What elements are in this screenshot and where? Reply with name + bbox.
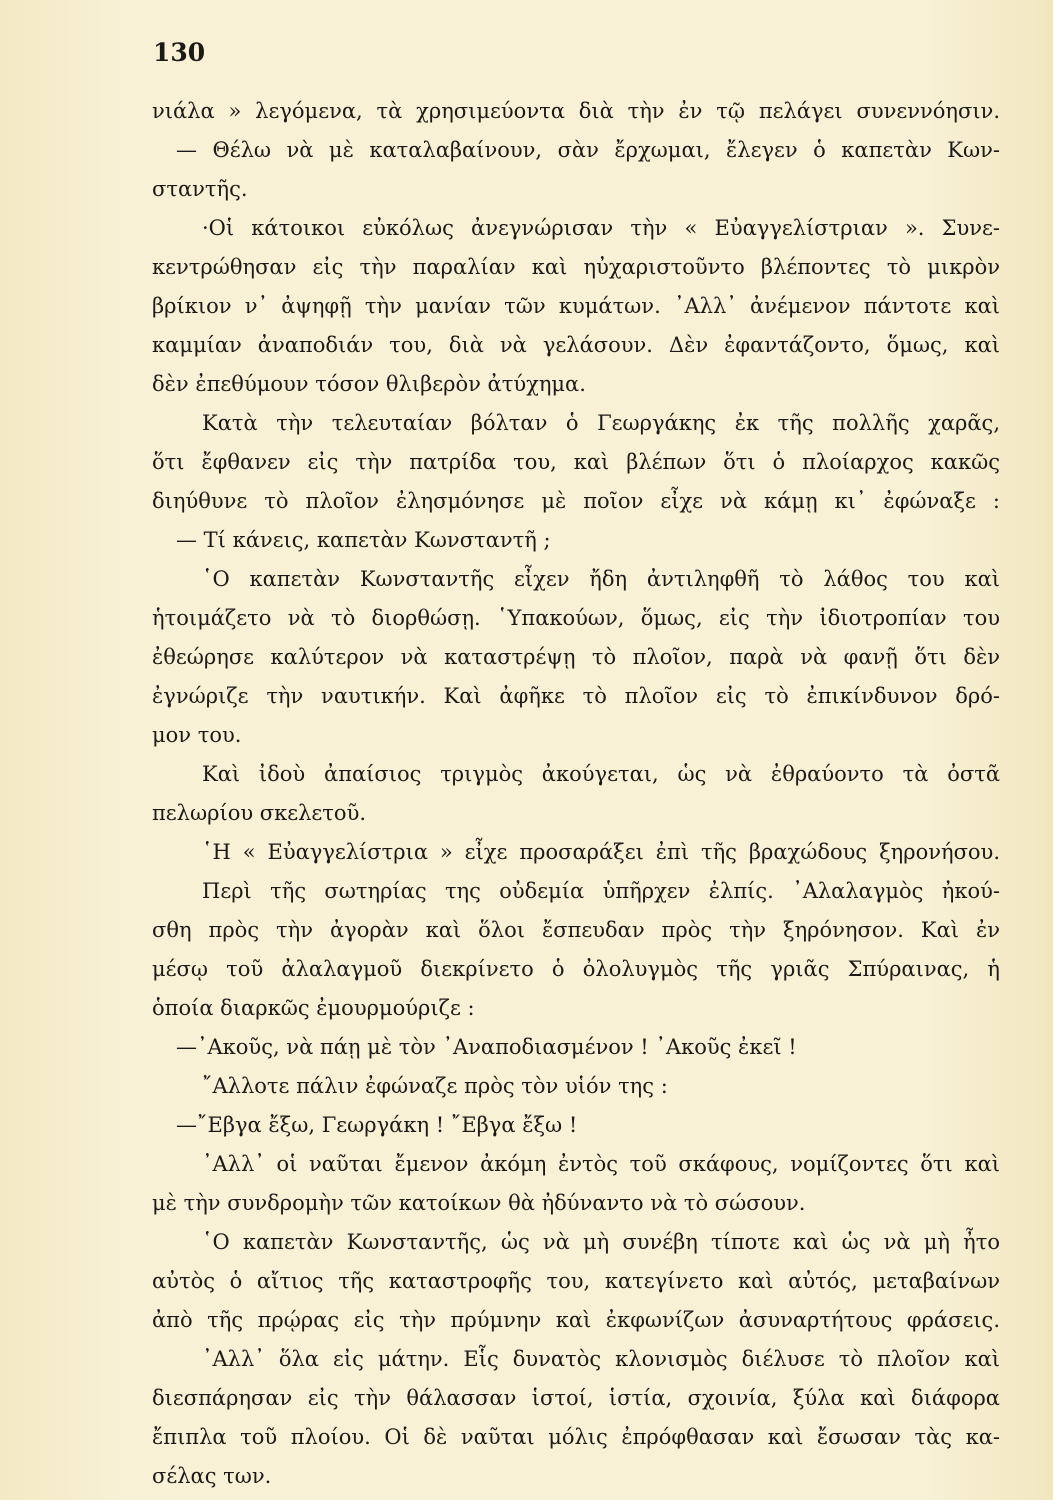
text-line: καμμίαν ἀναποδιάν του, διὰ νὰ γελάσουν. Δὲν ἐφαντάζοντο, ὅμως, καὶ: [152, 333, 1000, 357]
body-text: [152, 92, 1000, 1496]
text-line: σέλας των.: [152, 1464, 272, 1488]
text-line: —᾽Ακοῦς, νὰ πάῃ μὲ τὸν ᾽Αναποδιασμένον ! ᾽Ακοῦς ἐκεῖ !: [176, 1035, 797, 1059]
text-line: ῾Η « Εὐαγγελίστρια » εἶχε προσαράξει ἐπὶ τῆς βραχώδους ξηρονήσου.: [202, 840, 1000, 864]
text-line: ῾Ο καπετὰν Κωνσταντῆς, ὡς νὰ μὴ συνέβη τίποτε καὶ ὡς νὰ μὴ ἦτο: [202, 1230, 1000, 1254]
text-line: ᾽Αλλ᾽ οἱ ναῦται ἔμενον ἀκόμη ἐντὸς τοῦ σκάφους, νομίζοντες ὅτι καὶ: [202, 1152, 1000, 1176]
text-line: μον του.: [152, 723, 242, 747]
text-line: σταντῆς.: [152, 177, 248, 201]
text-line: νιάλα » λεγόμενα, τὰ χρησιμεύοντα διὰ τὴν ἐν τῷ πελάγει συνεννόησιν.: [152, 99, 1000, 123]
text-line: ᾽Αλλ᾽ ὅλα εἰς μάτην. Εἷς δυνατὸς κλονισμὸς διέλυσε τὸ πλοῖον καὶ: [202, 1347, 1000, 1371]
text-line: ·Οἱ κάτοικοι εὐκόλως ἀνεγνώρισαν τὴν « Εὐαγγελίστριαν ». Συνε-: [202, 216, 1000, 240]
text-line: βρίκιον ν᾽ ἀψηφῇ τὴν μανίαν τῶν κυμάτων. ᾽Αλλ᾽ ἀνέμενον πάντοτε καὶ: [152, 294, 1000, 318]
text-line: ἐγνώριζε τὴν ναυτικήν. Καὶ ἀφῆκε τὸ πλοῖον εἰς τὸ ἐπικίνδυνον δρό-: [152, 684, 1000, 708]
text-line: κεντρώθησαν εἰς τὴν παραλίαν καὶ ηὐχαριστοῦντο βλέποντες τὸ μικρὸν: [152, 255, 1000, 279]
text-line: ὅτι ἔφθανεν εἰς τὴν πατρίδα του, καὶ βλέπων ὅτι ὁ πλοίαρχος κακῶς: [152, 450, 1000, 474]
text-line: διεσπάρησαν εἰς τὴν θάλασσαν ἱστοί, ἱστία, σχοινία, ξύλα καὶ διάφορα: [152, 1386, 1000, 1410]
text-line: ῾Ο καπετὰν Κωνσταντῆς εἶχεν ἤδη ἀντιληφθῆ τὸ λάθος του καὶ: [202, 567, 1000, 591]
text-line: — Θέλω νὰ μὲ καταλαβαίνουν, σὰν ἔρχωμαι, ἔλεγεν ὁ καπετὰν Κων-: [176, 138, 1000, 162]
text-line: ἔπιπλα τοῦ πλοίου. Οἱ δὲ ναῦται μόλις ἐπρόφθασαν καὶ ἔσωσαν τὰς κα-: [152, 1425, 1000, 1449]
text-line: ῎Αλλοτε πάλιν ἐφώναζε πρὸς τὸν υἱόν της :: [202, 1074, 668, 1098]
text-line: ἐθεώρησε καλύτερον νὰ καταστρέψῃ τὸ πλοῖον, παρὰ νὰ φανῇ ὅτι δὲν: [152, 645, 1000, 669]
text-line: μέσῳ τοῦ ἀλαλαγμοῦ διεκρίνετο ὁ ὀλολυγμὸς τῆς γριᾶς Σπύραινας, ἡ: [152, 957, 1000, 981]
text-line: πελωρίου σκελετοῦ.: [152, 801, 367, 825]
text-line: σθη πρὸς τὴν ἀγορὰν καὶ ὅλοι ἔσπευδαν πρὸς τὴν ξηρόνησον. Καὶ ἐν: [152, 918, 1000, 942]
text-line: — Τί κάνεις, καπετὰν Κωνσταντῆ ;: [176, 528, 551, 552]
text-line: ὁποία διαρκῶς ἐμουρμούριζε :: [152, 996, 475, 1020]
text-line: διηύθυνε τὸ πλοῖον ἐλησμόνησε μὲ ποῖον εἶχε νὰ κάμῃ κι᾽ ἐφώναξε :: [152, 489, 1000, 513]
text-line: Καὶ ἰδοὺ ἀπαίσιος τριγμὸς ἀκούγεται, ὡς νὰ ἐθραύοντο τὰ ὀστᾶ: [202, 762, 1000, 786]
text-line: αὐτὸς ὁ αἴτιος τῆς καταστροφῆς του, κατεγίνετο καὶ αὐτός, μεταβαίνων: [152, 1269, 1000, 1293]
text-line: μὲ τὴν συνδρομὴν τῶν κατοίκων θὰ ἠδύναντο νὰ τὸ σώσουν.: [152, 1191, 806, 1215]
text-line: Κατὰ τὴν τελευταίαν βόλταν ὁ Γεωργάκης ἐκ τῆς πολλῆς χαρᾶς,: [202, 411, 1000, 435]
text-line: δὲν ἐπεθύμουν τόσον θλιβερὸν ἀτύχημα.: [152, 372, 586, 396]
text-line: Περὶ τῆς σωτηρίας της οὐδεμία ὑπῆρχεν ἐλπίς. ᾽Αλαλαγμὸς ἠκού-: [202, 879, 1000, 903]
page-number: 130: [153, 38, 206, 67]
text-line: ἡτοιμάζετο νὰ τὸ διορθώσῃ. ῾Υπακούων, ὅμως, εἰς τὴν ἰδιοτροπίαν του: [152, 606, 1000, 630]
text-line: ἀπὸ τῆς πρῴρας εἰς τὴν πρύμνην καὶ ἐκφωνίζων ἀσυναρτήτους φράσεις.: [152, 1308, 1000, 1332]
text-line: —῎Εβγα ἔξω, Γεωργάκη ! ῎Εβγα ἔξω !: [176, 1113, 578, 1137]
